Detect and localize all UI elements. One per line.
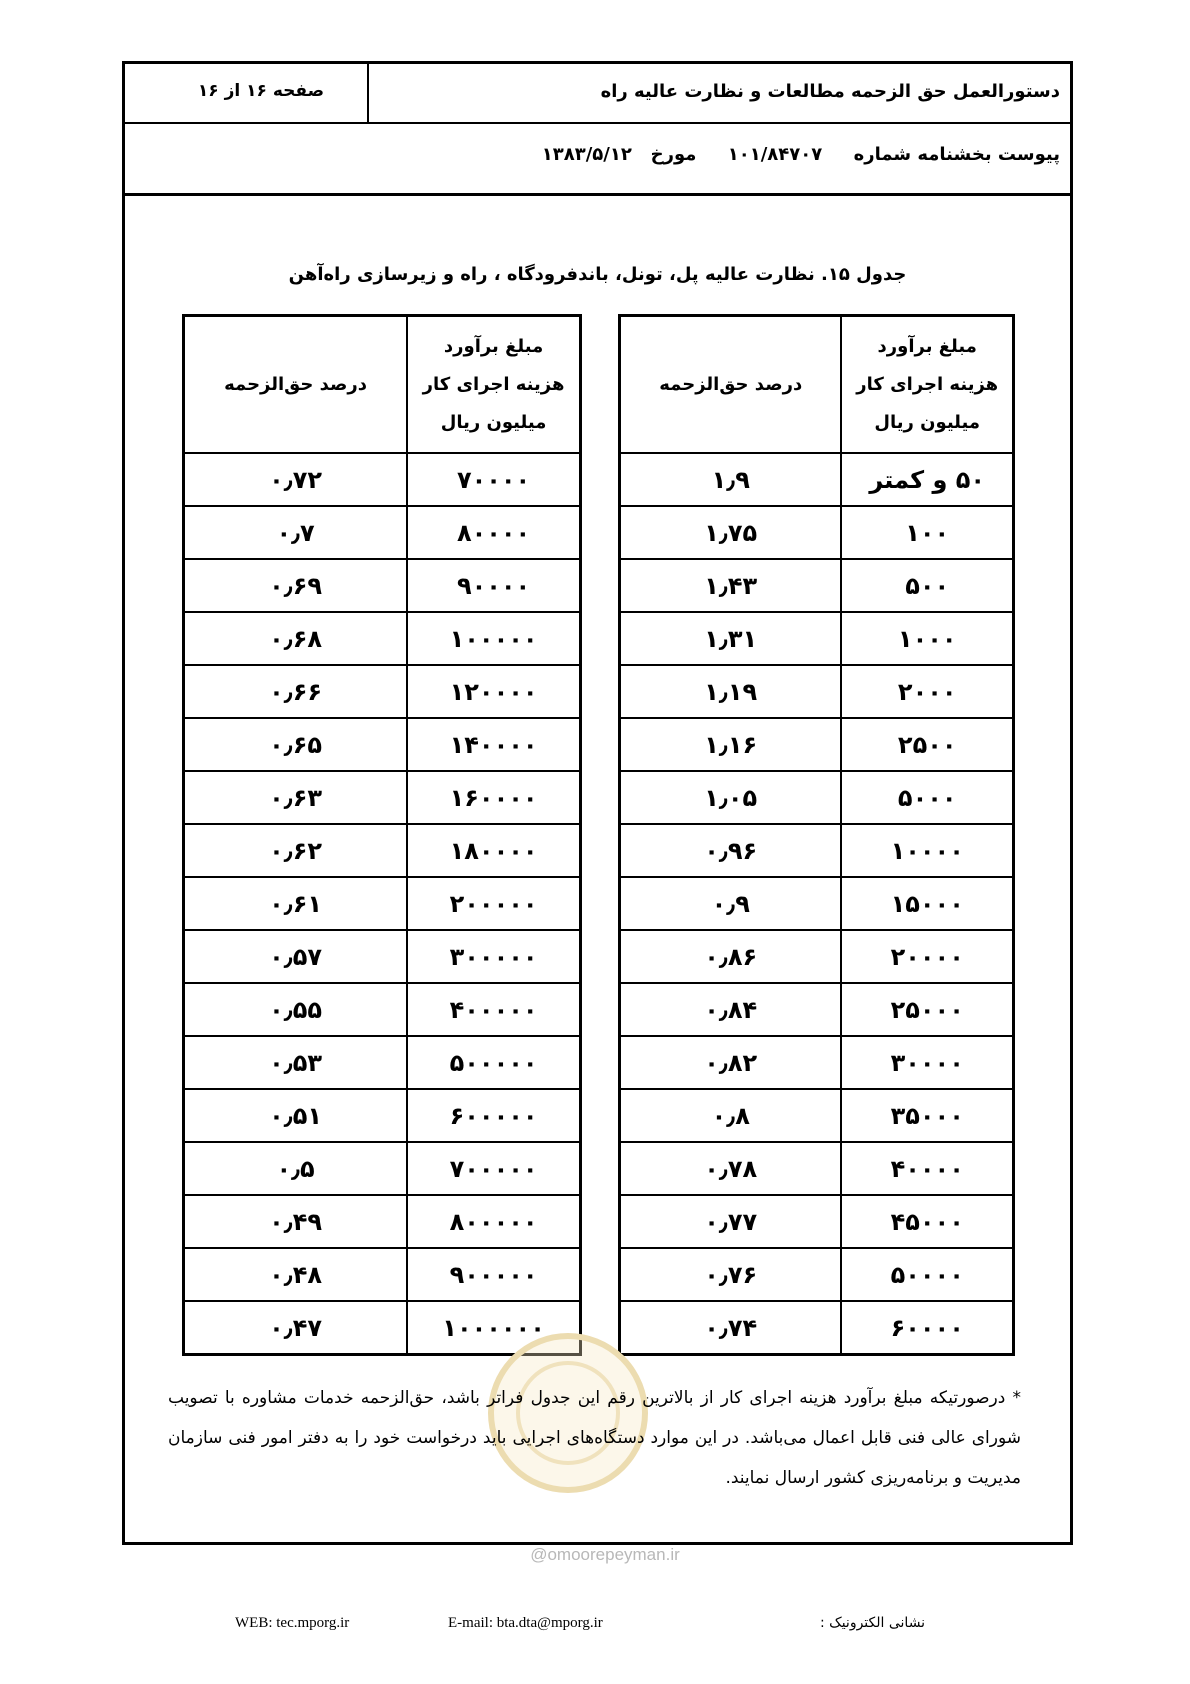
amount-cell: ۴۰۰۰۰۰ (407, 983, 580, 1036)
dated-label: مورخ (650, 144, 697, 165)
table-row (184, 718, 581, 771)
table-row (620, 1301, 1014, 1355)
percent-cell: ۱٫۳۱ (620, 612, 842, 665)
table-row (620, 1195, 1014, 1248)
table-row (620, 824, 1014, 877)
percent-cell: ۰٫۴۷ (184, 1301, 408, 1355)
amount-cell: ۲۰۰۰۰ (841, 930, 1013, 983)
table-row (620, 612, 1014, 665)
footer-email: E-mail: bta.dta@mporg.ir (448, 1615, 603, 1631)
amount-cell: ۱۰۰۰۰۰۰ (407, 1301, 580, 1355)
percent-cell: ۰٫۶۹ (184, 559, 408, 612)
amount-cell: ۲۰۰۰ (841, 665, 1013, 718)
amount-cell: ۱۰۰۰۰ (841, 824, 1013, 877)
percent-cell: ۰٫۸ (620, 1089, 842, 1142)
amount-cell: ۱۵۰۰۰ (841, 877, 1013, 930)
table-row (184, 1089, 581, 1142)
amount-cell: ۱۰۰ (841, 506, 1013, 559)
percent-cell: ۰٫۵۷ (184, 930, 408, 983)
annex-label: پیوست بخشنامه شماره (853, 144, 1060, 165)
annex-line (542, 144, 1060, 165)
table-row (184, 665, 581, 718)
page-number: صفحه ۱۶ از ۱۶ (197, 81, 325, 101)
circular-number: ۱۰۱/۸۴۷۰۷ (727, 144, 823, 165)
header-divider (367, 64, 369, 122)
fee-table-right (618, 314, 1015, 1356)
percent-cell: ۱٫۱۶ (620, 718, 842, 771)
footer-address-label: نشانی الکترونیک : (820, 1615, 926, 1631)
table-row (184, 506, 581, 559)
amount-cell: ۸۰۰۰۰۰ (407, 1195, 580, 1248)
percent-cell: ۰٫۶۳ (184, 771, 408, 824)
percent-cell: ۰٫۶۱ (184, 877, 408, 930)
amount-cell: ۵۰۰۰ (841, 771, 1013, 824)
amount-cell: ۳۵۰۰۰ (841, 1089, 1013, 1142)
amount-cell: ۵۰۰ (841, 559, 1013, 612)
amount-cell: ۵۰ و کمتر (841, 453, 1013, 506)
table-row (184, 1195, 581, 1248)
table-row (184, 1036, 581, 1089)
annex-row (125, 124, 1070, 196)
header-row (125, 64, 1070, 124)
table-row (184, 877, 581, 930)
percent-cell: ۱٫۴۳ (620, 559, 842, 612)
amount-cell: ۳۰۰۰۰ (841, 1036, 1013, 1089)
amount-cell: ۱۰۰۰ (841, 612, 1013, 665)
table-row (620, 1142, 1014, 1195)
table-row (184, 559, 581, 612)
table-row (620, 930, 1014, 983)
amount-cell: ۷۰۰۰۰ (407, 453, 580, 506)
table-row (620, 771, 1014, 824)
percent-cell: ۰٫۶۵ (184, 718, 408, 771)
percent-cell: ۰٫۴۹ (184, 1195, 408, 1248)
amount-cell: ۷۰۰۰۰۰ (407, 1142, 580, 1195)
percent-cell: ۰٫۴۸ (184, 1248, 408, 1301)
amount-cell: ۴۵۰۰۰ (841, 1195, 1013, 1248)
percent-header: درصد حق‌الزحمه (620, 316, 842, 454)
table-row (620, 1248, 1014, 1301)
percent-cell: ۰٫۷ (184, 506, 408, 559)
percent-cell: ۰٫۹ (620, 877, 842, 930)
percent-cell: ۰٫۶۲ (184, 824, 408, 877)
amount-cell: ۶۰۰۰۰۰ (407, 1089, 580, 1142)
percent-cell: ۰٫۶۸ (184, 612, 408, 665)
percent-cell: ۰٫۸۲ (620, 1036, 842, 1089)
table-row (620, 877, 1014, 930)
table-row (620, 718, 1014, 771)
amount-cell: ۹۰۰۰۰۰ (407, 1248, 580, 1301)
table-row (620, 453, 1014, 506)
amount-cell: ۳۰۰۰۰۰ (407, 930, 580, 983)
percent-cell: ۰٫۶۶ (184, 665, 408, 718)
amount-cell: ۲۵۰۰ (841, 718, 1013, 771)
table-row (184, 983, 581, 1036)
table-row (620, 1036, 1014, 1089)
amount-cell: ۱۰۰۰۰۰ (407, 612, 580, 665)
percent-cell: ۰٫۷۶ (620, 1248, 842, 1301)
amount-cell: ۸۰۰۰۰ (407, 506, 580, 559)
footer-web: WEB: tec.mporg.ir (235, 1615, 350, 1631)
fee-table-left (182, 314, 582, 1356)
amount-cell: ۵۰۰۰۰۰ (407, 1036, 580, 1089)
amount-header: مبلغ برآورد هزینه اجرای کار میلیون ریال (841, 316, 1013, 454)
percent-cell: ۰٫۹۶ (620, 824, 842, 877)
percent-cell: ۰٫۵۵ (184, 983, 408, 1036)
percent-cell: ۰٫۵۳ (184, 1036, 408, 1089)
percent-header: درصد حق‌الزحمه (184, 316, 408, 454)
percent-cell: ۱٫۹ (620, 453, 842, 506)
watermark-site: @omoorepeyman.ir (530, 1545, 680, 1564)
table-footnote: * درصورتیکه مبلغ برآورد هزینه اجرای کار از بالاترین رقم این جدول فراتر باشد، حق‌الزحمه خدمات مشاوره با تصویب شورای عالی فنی قابل اعمال می‌باشد. در این موارد دستگاه‌های اجرایی باید درخواست خود را به دفتر امور فنی سازمان مدیریت و برنامه‌ریزی کشور ارسال نمایند. (168, 1388, 1021, 1488)
table-row (620, 559, 1014, 612)
amount-cell: ۹۰۰۰۰ (407, 559, 580, 612)
table-caption: جدول ۱۵. نظارت عالیه پل، تونل، باندفرودگاه ، راه و زیرسازی راه‌آهن (288, 264, 907, 285)
amount-cell: ۵۰۰۰۰ (841, 1248, 1013, 1301)
table-row (620, 983, 1014, 1036)
table-row (184, 1248, 581, 1301)
amount-cell: ۱۲۰۰۰۰ (407, 665, 580, 718)
percent-cell: ۱٫۰۵ (620, 771, 842, 824)
percent-cell: ۰٫۷۴ (620, 1301, 842, 1355)
table-row (184, 1142, 581, 1195)
amount-cell: ۴۰۰۰۰ (841, 1142, 1013, 1195)
table-row (184, 612, 581, 665)
table-row (620, 665, 1014, 718)
percent-cell: ۰٫۷۲ (184, 453, 408, 506)
table-row (620, 506, 1014, 559)
table-row (184, 930, 581, 983)
amount-cell: ۲۵۰۰۰ (841, 983, 1013, 1036)
percent-cell: ۱٫۷۵ (620, 506, 842, 559)
table-row (620, 1089, 1014, 1142)
percent-cell: ۰٫۵ (184, 1142, 408, 1195)
percent-cell: ۰٫۸۴ (620, 983, 842, 1036)
percent-cell: ۰٫۷۷ (620, 1195, 842, 1248)
table-row (184, 824, 581, 877)
percent-cell: ۰٫۵۱ (184, 1089, 408, 1142)
table-row (184, 453, 581, 506)
document-title: دستورالعمل حق الزحمه مطالعات و نظارت عالیه راه (600, 81, 1060, 102)
amount-cell: ۱۸۰۰۰۰ (407, 824, 580, 877)
amount-cell: ۱۶۰۰۰۰ (407, 771, 580, 824)
table-row (184, 1301, 581, 1355)
amount-cell: ۱۴۰۰۰۰ (407, 718, 580, 771)
percent-cell: ۰٫۷۸ (620, 1142, 842, 1195)
amount-cell: ۲۰۰۰۰۰ (407, 877, 580, 930)
amount-cell: ۶۰۰۰۰ (841, 1301, 1013, 1355)
percent-cell: ۱٫۱۹ (620, 665, 842, 718)
amount-header: مبلغ برآورد هزینه اجرای کار میلیون ریال (407, 316, 580, 454)
circular-date: ۱۳۸۳/۵/۱۲ (541, 144, 632, 165)
percent-cell: ۰٫۸۶ (620, 930, 842, 983)
table-row (184, 771, 581, 824)
